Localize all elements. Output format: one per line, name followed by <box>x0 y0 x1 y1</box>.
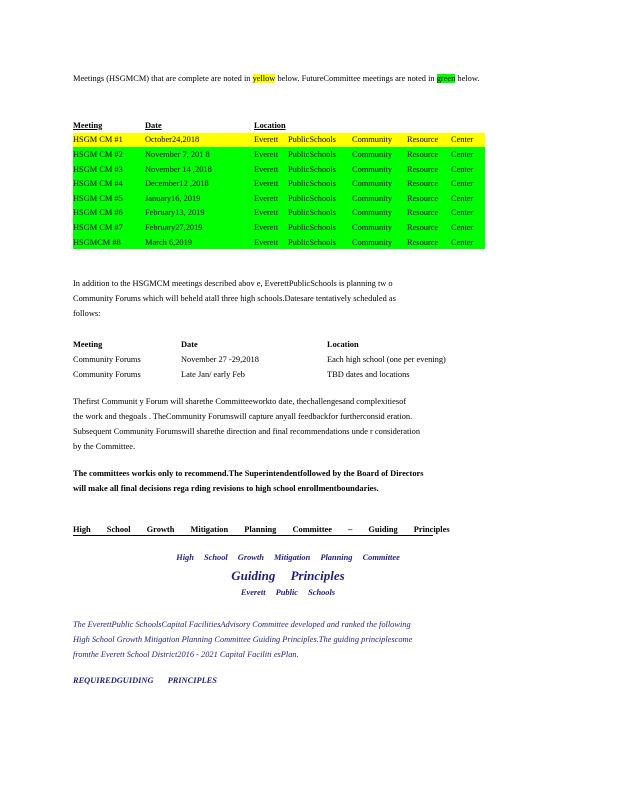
meeting-cell: Community <box>352 191 407 206</box>
meeting-cell: PublicSchools <box>288 235 352 250</box>
meetings-table-header <box>73 118 485 133</box>
table-row <box>73 176 485 191</box>
committee-role-paragraph <box>73 466 503 496</box>
committee-role-line: will make all final decisions rega rding revisions to high school enrollmentboundaries. <box>73 484 379 493</box>
meeting-cell: Community <box>352 220 407 235</box>
yellow-highlight: yellow <box>252 74 276 83</box>
principles-committee-title: High School Growth Mitigation Planning Committee <box>176 553 400 562</box>
guiding-principles-header: High School Growth Mitigation Planning Committee – Guiding Principles <box>73 525 450 534</box>
meeting-cell: Everett <box>254 162 288 177</box>
principles-paragraph <box>73 617 503 662</box>
green-highlight: green <box>436 74 456 83</box>
meeting-cell: Center <box>451 147 485 162</box>
meeting-cell: February13, 2019 <box>145 206 254 221</box>
forums-table-header <box>73 337 497 352</box>
meeting-cell: PublicSchools <box>288 176 352 191</box>
forum-date-cell: November 27 -29,2018 <box>181 355 259 364</box>
meeting-cell: Resource <box>407 162 451 177</box>
forum-description-line: by the Committee. <box>73 442 136 451</box>
meeting-cell: Community <box>352 147 407 162</box>
table-row <box>73 367 497 382</box>
forums-header-date: Date <box>181 340 198 349</box>
table-row <box>73 162 485 177</box>
meeting-cell: PublicSchools <box>288 133 352 148</box>
meeting-cell: HSGM CM #5 <box>73 191 145 206</box>
meeting-cell: HSGM CM #1 <box>73 133 145 148</box>
principles-title: Guiding Principles <box>231 568 345 583</box>
forums-header-meeting: Meeting <box>73 340 103 349</box>
forums-intro-paragraph <box>73 276 503 321</box>
forum-description-line: Subsequent Community Forumswill sharethe direction and final recommendations unde r consideration <box>73 427 421 436</box>
forums-table <box>73 337 497 382</box>
meeting-cell: HSGM CM #3 <box>73 162 145 177</box>
meeting-cell: Everett <box>254 147 288 162</box>
meeting-cell: Center <box>451 176 485 191</box>
table-row <box>73 220 485 235</box>
meeting-cell: Everett <box>254 191 288 206</box>
meeting-cell: HSGMCM #8 <box>73 235 145 250</box>
forum-meeting-cell: Community Forums <box>73 355 141 364</box>
table-row <box>73 191 485 206</box>
forum-location-cell: Each high school (one per evening) <box>327 355 446 364</box>
forum-location-cell: TBD dates and locations <box>327 370 410 379</box>
meeting-cell: PublicSchools <box>288 206 352 221</box>
meeting-cell: PublicSchools <box>288 191 352 206</box>
meeting-cell: Resource <box>407 133 451 148</box>
meeting-cell: November 14 ,2018 <box>145 162 254 177</box>
meeting-cell: Everett <box>254 176 288 191</box>
intro-paragraph <box>73 71 503 86</box>
required-principles-heading: REQUIREDGUIDING PRINCIPLES <box>73 676 217 685</box>
forum-description-line: Thefirst Communit y Forum will sharethe Committeeworkto date, thechallengesand complexitiesof <box>73 397 407 406</box>
meeting-cell: Center <box>451 133 485 148</box>
meeting-cell: March 6,2019 <box>145 235 254 250</box>
meeting-cell: Community <box>352 162 407 177</box>
meeting-cell: Everett <box>254 133 288 148</box>
table-row <box>73 352 497 367</box>
meeting-cell: December12 ,2018 <box>145 176 254 191</box>
meeting-cell: PublicSchools <box>288 162 352 177</box>
meeting-cell: Center <box>451 191 485 206</box>
meeting-cell: HSGM CM #4 <box>73 176 145 191</box>
intro-text-2: below. FutureCommittee meetings are noted in <box>277 74 435 83</box>
meeting-cell: HSGM CM #7 <box>73 220 145 235</box>
meeting-cell: Community <box>352 206 407 221</box>
meeting-cell: January16, 2019 <box>145 191 254 206</box>
header-location: Location <box>254 120 286 130</box>
header-meeting: Meeting <box>73 120 103 130</box>
meeting-cell: HSGM CM #6 <box>73 206 145 221</box>
meeting-cell: February27,2019 <box>145 220 254 235</box>
forum-meeting-cell: Community Forums <box>73 370 141 379</box>
table-row <box>73 133 485 148</box>
meeting-cell: October24,2018 <box>145 133 254 148</box>
meeting-cell: Everett <box>254 220 288 235</box>
intro-text-3: below. <box>457 74 480 83</box>
meeting-cell: Resource <box>407 191 451 206</box>
meeting-cell: PublicSchools <box>288 220 352 235</box>
meeting-cell: November 7, 201 8 <box>145 147 254 162</box>
principles-district: Everett Public Schools <box>240 588 336 597</box>
meeting-cell: Center <box>451 206 485 221</box>
meeting-cell: Center <box>451 220 485 235</box>
meeting-cell: HSGM CM #2 <box>73 147 145 162</box>
meeting-cell: Resource <box>407 206 451 221</box>
principles-line: The EverettPublic SchoolsCapital FacilitiesAdvisory Committee developed and ranked the following <box>73 620 411 629</box>
committee-role-line: The committees workis only to recommend.The Superintendentfollowed by the Board of Directors <box>73 469 424 478</box>
meeting-cell: Community <box>352 133 407 148</box>
forums-intro-line: Community Forums which will beheld atall three high schools.Datesare tentatively scheduled as <box>73 294 396 303</box>
forum-description-line: the work and thegoals . TheCommunity Forumswill capture anyall feedbackfor furtherconsid eration. <box>73 412 413 421</box>
meeting-cell: Community <box>352 176 407 191</box>
header-date: Date <box>145 120 162 130</box>
meeting-cell: Center <box>451 235 485 250</box>
meeting-cell: Resource <box>407 235 451 250</box>
meetings-table <box>73 118 485 249</box>
meeting-cell: Resource <box>407 176 451 191</box>
table-row <box>73 147 485 162</box>
meeting-cell: Everett <box>254 206 288 221</box>
meeting-cell: PublicSchools <box>288 147 352 162</box>
meeting-cell: Center <box>451 162 485 177</box>
forum-date-cell: Late Jan/ early Feb <box>181 370 245 379</box>
meeting-cell: Resource <box>407 147 451 162</box>
forums-intro-line: follows: <box>73 309 101 318</box>
principles-line: fromthe Everett School District2016 - 2021 Capital Faciliti esPlan. <box>73 650 299 659</box>
meeting-cell: Community <box>352 235 407 250</box>
forum-description-paragraph <box>73 394 503 454</box>
intro-text-1: Meetings (HSGMCM) that are complete are noted in <box>73 74 251 83</box>
forums-intro-line: In addition to the HSGMCM meetings described abov e, EverettPublicSchools is planning tw o <box>73 279 393 288</box>
principles-line: High School Growth Mitigation Planning Committee Guiding Principles.The guiding principlescome <box>73 635 413 644</box>
forums-header-location: Location <box>327 340 359 349</box>
table-row <box>73 206 485 221</box>
meeting-cell: Everett <box>254 235 288 250</box>
meetings-table-body <box>73 133 485 250</box>
meeting-cell: Resource <box>407 220 451 235</box>
table-row <box>73 235 485 250</box>
